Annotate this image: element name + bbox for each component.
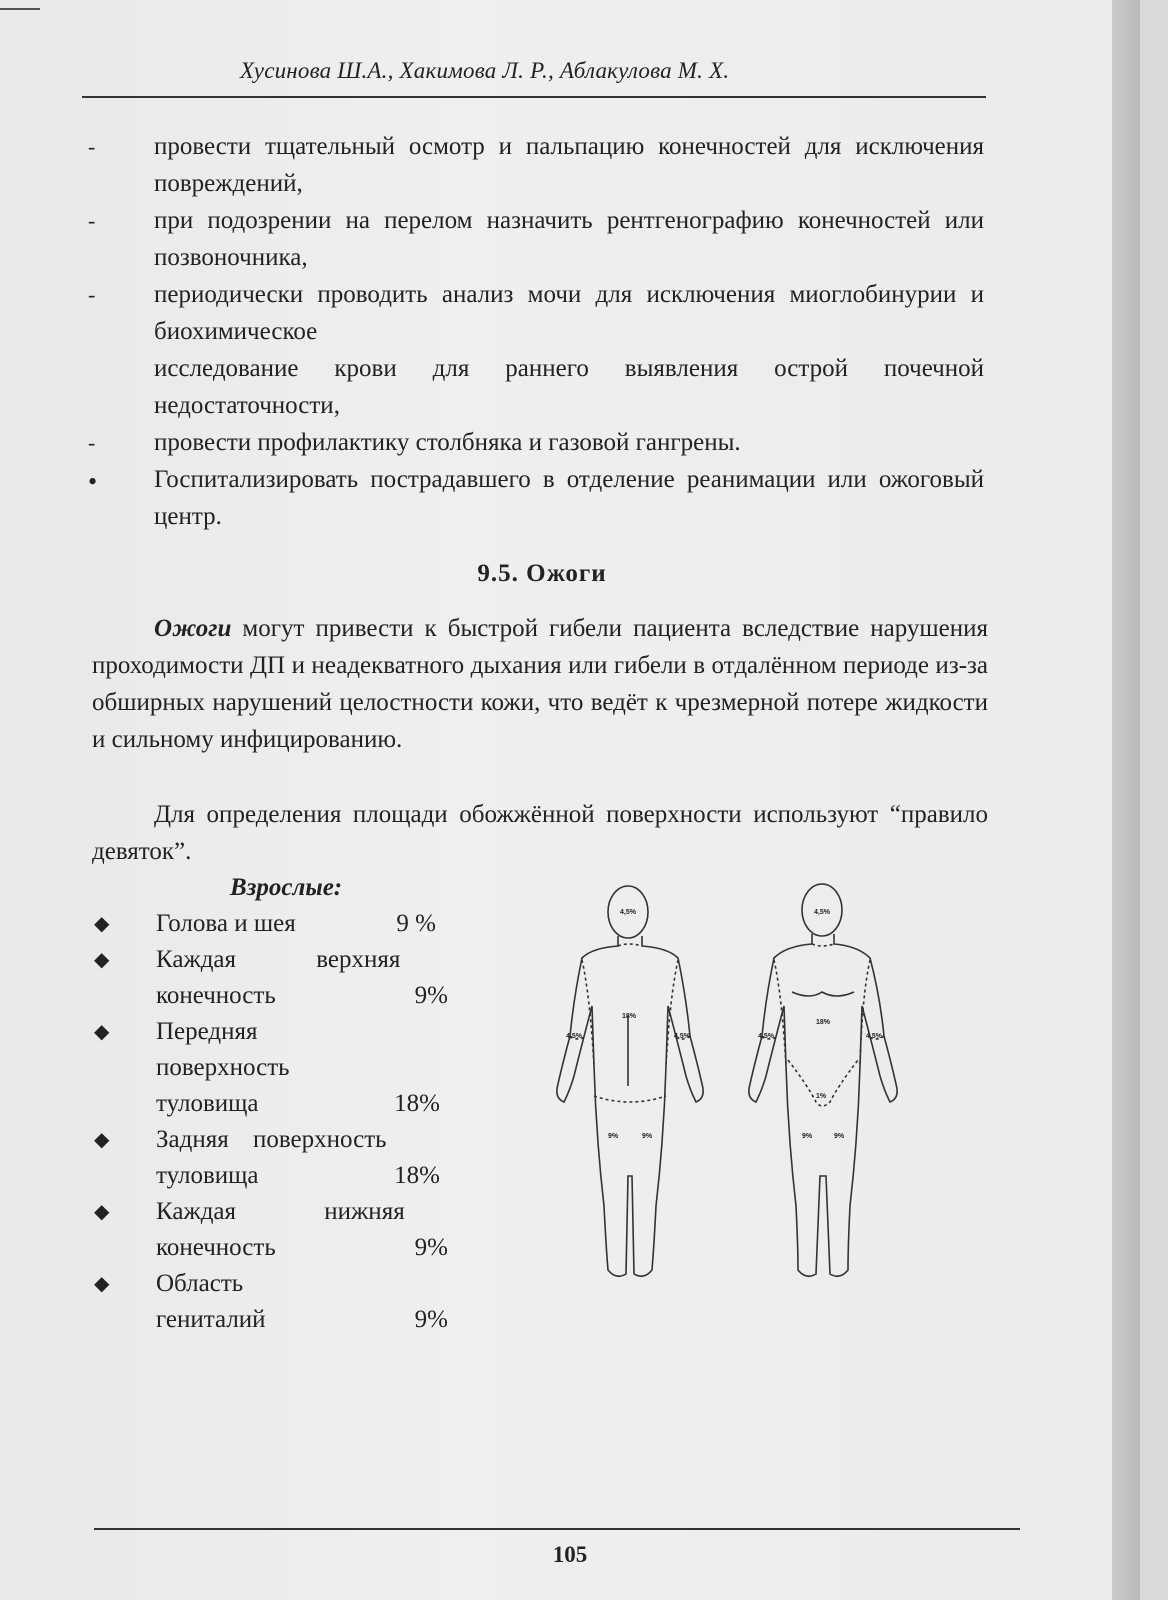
bullet-icon: ◆ [94,1129,110,1151]
adult-item-label: Голова и шея [156,910,296,937]
section-title: 9.5. Ожоги [477,560,607,587]
header-rule [82,96,986,98]
adult-item-lower-limb [88,1194,458,1266]
label-front-right-arm: 4,5% [866,1033,882,1040]
running-header-authors: Хусинова Ш.А., Хакимова Л. Р., Аблакулова М. Х. [240,58,730,83]
list-item [80,202,984,276]
list-item-text: Госпитализировать пострадавшего в отделение реанимации или ожоговый центр. [154,466,984,530]
adult-item-label: Задняя поверхность [156,1126,387,1153]
list-item [80,276,984,350]
adult-item-label: Каждая верхняя [156,946,401,973]
label-front-trunk: 18% [816,1019,831,1026]
bullet-icon: ◆ [94,1021,110,1043]
term-burns: Ожоги [154,615,232,642]
adult-item-back-trunk [88,1122,458,1194]
adult-item-value: 9% [414,982,448,1009]
paragraph-text: могут привести к быстрой гибели пациента вследствие нарушения проходимости ДП и неадекватного дыхания или гибели в отдалённом периоде из-за обширных нарушений целостности кожи, что ведёт к чрезмерной потере жидкости и сильному инфицированию. [92,615,988,753]
paragraph-rule-of-nines: Для определения площади обожжённой поверхности используют “правило девяток”. [92,801,988,865]
adult-item-label-cont: поверхность [156,1054,290,1081]
list-item-text: провести профилактику столбняка и газовой гангрены. [154,429,741,456]
adult-item-value: 18% [394,1162,440,1189]
label-front-right-leg: 9% [834,1133,845,1140]
dash-marker: - [88,430,96,455]
bullet-icon: ◆ [94,913,110,935]
footer-rule [94,1528,1020,1530]
body-diagram-svg [540,876,920,1296]
bullet-icon: ◆ [94,949,110,971]
bullet-icon: ◆ [94,1273,110,1295]
label-back-trunk: 18% [622,1013,637,1020]
dash-marker: - [88,282,96,307]
page-number: 105 [552,1542,588,1567]
adult-item-value: 18% [394,1090,440,1117]
adult-item-label-cont: конечность [156,982,276,1009]
adult-item-label: Область [156,1270,244,1297]
adult-item-label-cont: туловища [156,1162,259,1189]
label-back-left-leg: 9% [608,1133,619,1140]
instruction-list [80,128,984,535]
label-front-left-leg: 9% [802,1133,813,1140]
list-item-text: при подозрении на перелом назначить рентгенографию конечностей или позвоночника, [154,207,984,271]
dash-marker: - [88,208,96,233]
adult-item-label: Передняя [156,1018,258,1045]
list-item [80,128,984,202]
back-body-figure [557,886,703,1276]
paragraph-burns [92,610,988,758]
dash-marker: - [88,134,96,159]
adult-item-label: Каждая нижняя [156,1198,405,1225]
list-item-text: периодически проводить анализ мочи для исключения миоглобинурии и биохимическое [154,281,984,345]
adult-item-upper-limb [88,942,458,1014]
front-body-figure [749,884,897,1276]
label-front-head: 4,5% [814,909,830,916]
adult-item-label-cont: туловища [156,1090,259,1117]
rule-of-nines-figure [540,876,920,1296]
list-item [80,424,984,461]
label-back-head: 4,5% [620,909,636,916]
bullet-marker: • [88,467,98,496]
corner-mark [0,8,40,10]
list-item-continuation: исследование крови для раннего выявления острой почечной недостаточности, [154,355,984,419]
bullet-icon: ◆ [94,1201,110,1223]
adults-list [88,870,458,1338]
label-front-left-arm: 4,5% [758,1033,774,1040]
adult-item-value: 9 % [396,910,436,937]
list-item-text: провести тщательный осмотр и пальпацию конечностей для исключения повреждений, [154,133,984,197]
adult-item-genitals [88,1266,458,1338]
page-edge [1112,0,1140,1600]
adult-item-value: 9% [414,1306,448,1333]
label-back-right-arm: 4,5% [674,1033,690,1040]
adult-item-label-cont: конечность [156,1234,276,1261]
label-genitals: 1% [816,1093,827,1100]
adults-title: Взрослые: [230,874,343,901]
list-item [80,461,984,535]
adult-item-front-trunk [88,1014,458,1122]
adult-item-label-cont: гениталий [156,1306,266,1333]
adult-item-head [88,906,458,942]
label-back-right-leg: 9% [642,1133,653,1140]
adult-item-value: 9% [414,1234,448,1261]
label-back-left-arm: 4,5% [566,1033,582,1040]
